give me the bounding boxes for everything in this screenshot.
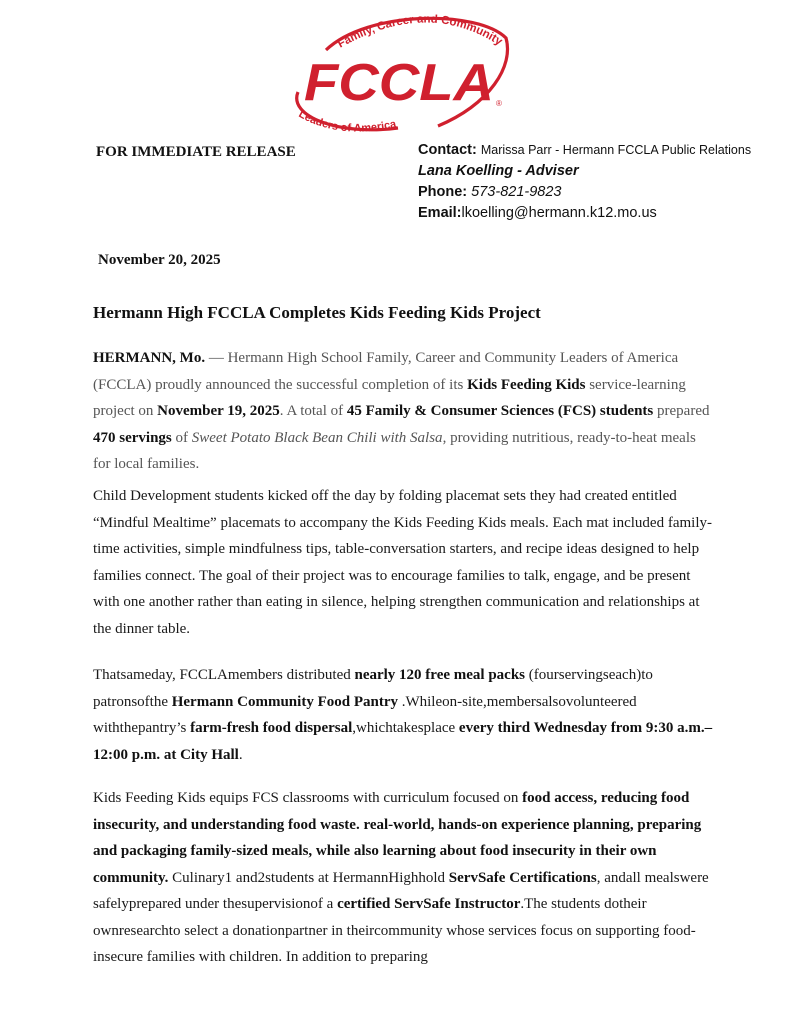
adviser-line — [418, 161, 751, 182]
bold-span: November 19, 2025 — [157, 403, 280, 419]
phone-label: Phone: — [418, 184, 468, 200]
bold-span: 470 servings — [93, 429, 172, 446]
phone-line — [418, 182, 751, 203]
bold-span: certified ServSafe Instructor — [337, 896, 521, 912]
email-label: Email: — [418, 205, 462, 221]
text-span: of — [171, 429, 192, 446]
bold-span: Hermann Community Food Pantry — [171, 693, 398, 710]
fccla-logo — [278, 8, 514, 140]
text-span: .Whileon-site,membersalsovolunteered withthepantry’s — [93, 693, 637, 736]
contact-label: Contact: — [418, 142, 477, 158]
adviser-name: Lana Koelling - Adviser — [418, 163, 579, 179]
bold-span: food access, reducing food insecurity, and understanding food waste. real-world, hands-on experience planning, preparing and packaging family-sized meals, while also learning about food insecurity in their own community. — [93, 790, 702, 886]
release-label: FOR IMMEDIATE RELEASE — [96, 144, 296, 160]
logo-main-text: FCCLA — [304, 54, 494, 112]
text-span: — Hermann High School Family, Career and Community Leaders of America (FCCLA) proudly announced the successful completion of its — [93, 350, 679, 393]
logo-top-arc-text: Family, Career and Community — [335, 13, 505, 51]
text-span: service-learning project on — [93, 376, 686, 419]
text-span: Culinary1 and2students at HermannHighhold — [168, 869, 449, 886]
contact-name: Marissa Parr - Hermann FCCLA Public Relations — [480, 143, 752, 157]
phone-number: 573-821-9823 — [471, 184, 562, 200]
dateline: HERMANN, Mo. — [93, 350, 206, 366]
headline: Hermann High FCCLA Completes Kids Feeding Kids Project — [93, 303, 541, 322]
contact-line — [418, 140, 751, 161]
bold-span: ServSafe Certifications — [448, 869, 597, 886]
fccla-logo-graphic — [278, 8, 514, 140]
italic-span: Sweet Potato Black Bean Chili with Salsa — [191, 429, 443, 446]
paragraph-child-development: Child Development students kicked off the day by folding placemat sets they had created entitled “Mindful Mealtime” placemats to accompany the Kids Feeding Kids meals. Each mat included family-time activities, simple mindfulness tips, table-conversation starters, and recipe ideas designed to help families connect. The goal of their project was to encourage families to talk, engage, and be present with one another rather than eating in silence, helping strengthen communication and relationships at the dinner table. — [93, 488, 712, 637]
text-span: . A total of — [279, 403, 347, 419]
email-line — [418, 203, 751, 224]
text-span: Thatsameday, FCCLAmembers distributed — [93, 667, 355, 683]
bold-span: farm-fresh food dispersal — [190, 720, 353, 736]
text-span: prepared — [653, 403, 710, 419]
text-span: . — [238, 746, 243, 763]
text-span: , providing nutritious, ready-to-heat meals for local families. — [93, 429, 696, 472]
text-span: (fourservingseach)to patronsofthe — [93, 667, 653, 710]
release-date: November 20, 2025 — [98, 252, 221, 268]
bold-span: Kids Feeding Kids — [467, 376, 586, 393]
text-span: , andall mealswere safelyprepared under thesupervisionof a — [93, 869, 709, 912]
logo-bottom-arc-text: Leaders of America — [296, 108, 398, 135]
text-span: .The students dotheir ownresearchto select a donationpartner in theircommunity whose services focus on supporting food-insecure families with children. In addition to preparing — [93, 896, 696, 965]
email-address[interactable]: lkoelling@hermann.k12.mo.us — [461, 205, 657, 221]
paragraph-curriculum — [93, 785, 713, 971]
text-span: Kids Feeding Kids equips FCS classrooms with curriculum focused on — [93, 790, 523, 806]
paragraph-food-pantry — [93, 662, 713, 768]
logo-registered-mark: ® — [496, 99, 502, 108]
paragraph-intro — [93, 345, 713, 478]
bold-span: nearly 120 free meal packs — [354, 667, 526, 683]
bold-span: 45 Family & Consumer Sciences (FCS) students — [346, 403, 654, 419]
contact-block — [418, 140, 751, 224]
bold-span: every third Wednesday from 9:30 a.m.–12:00 p.m. at City Hall — [93, 720, 713, 763]
text-span: ,whichtakesplace — [352, 720, 459, 736]
